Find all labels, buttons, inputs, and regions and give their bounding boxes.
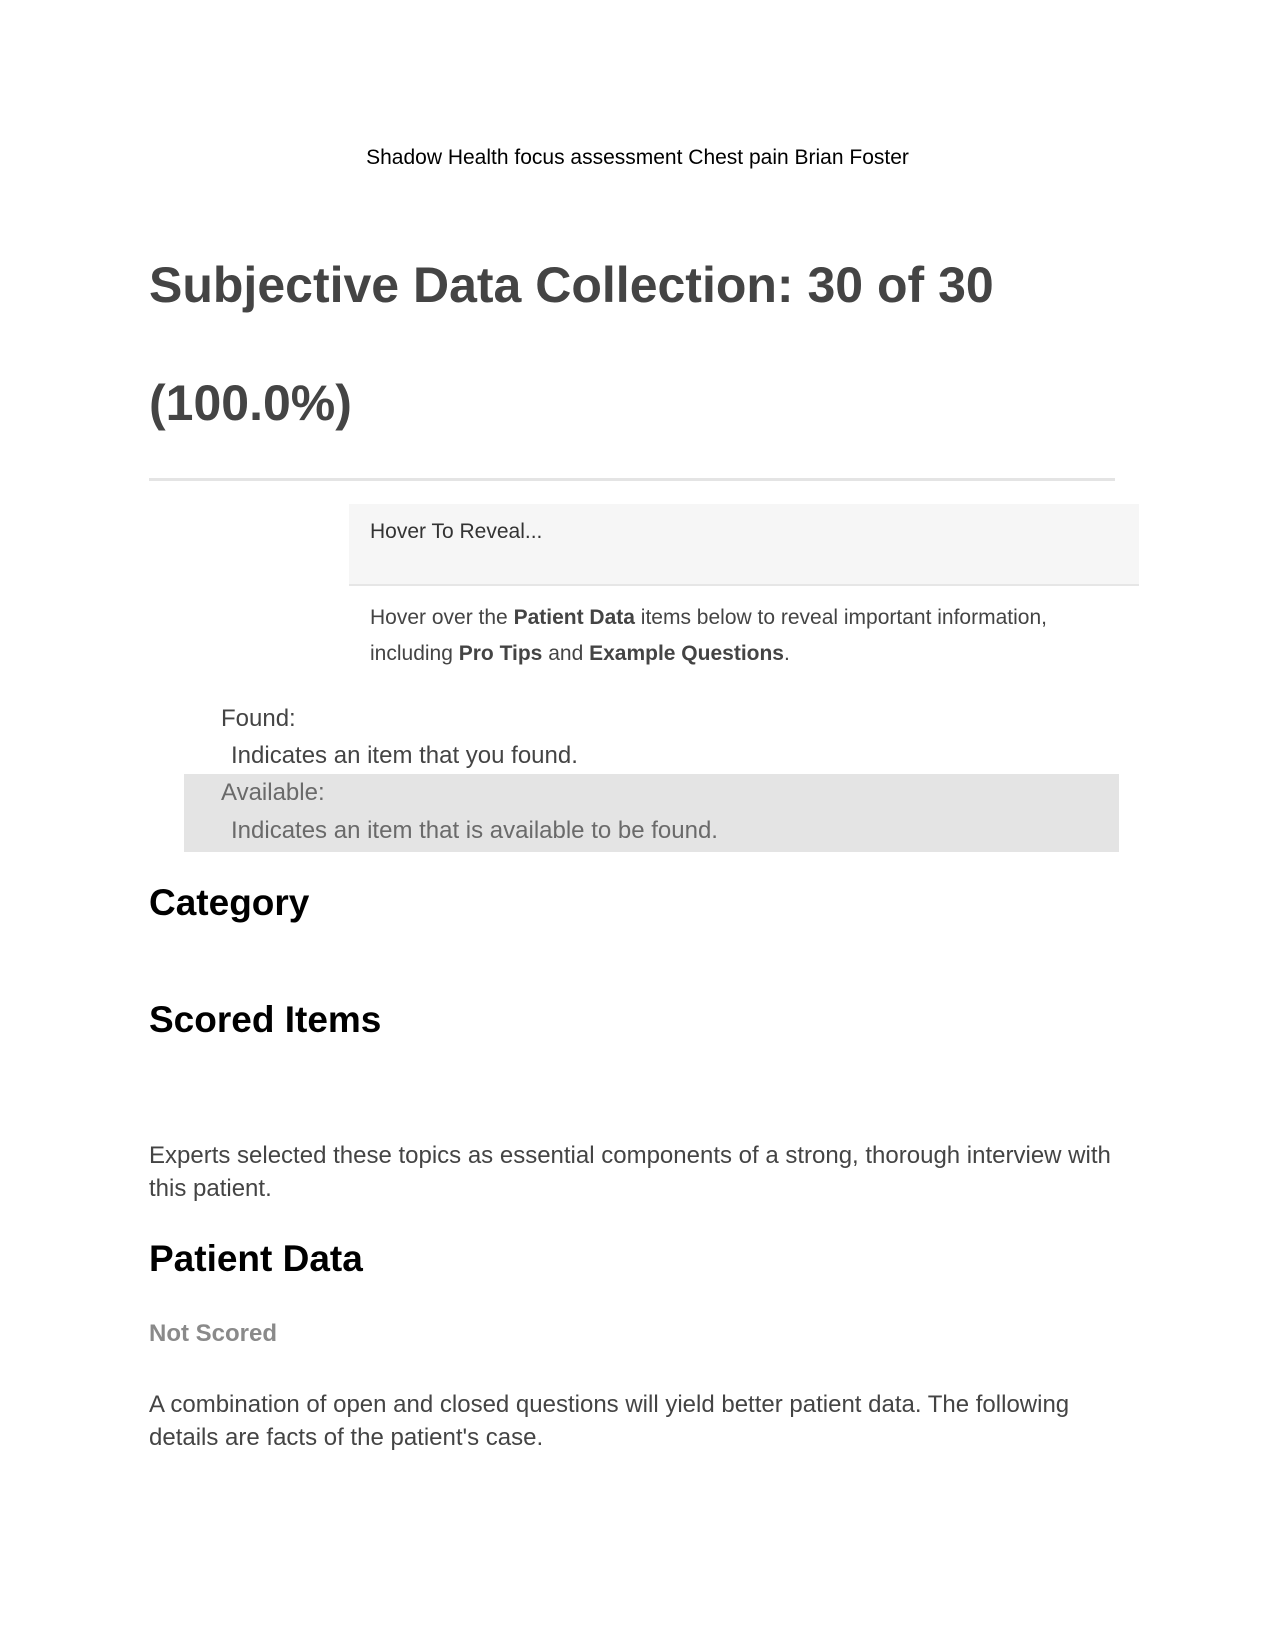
hover-text-3: and <box>542 642 590 665</box>
hover-bold-patient-data: Patient Data <box>513 606 635 629</box>
category-heading: Category <box>149 882 310 923</box>
hover-bold-pro-tips: Pro Tips <box>458 642 543 665</box>
legend-found <box>221 700 578 774</box>
legend-available-desc: Indicates an item that is available to be found. <box>231 817 718 844</box>
scored-items-heading: Scored Items <box>149 999 382 1040</box>
document-header: Shadow Health focus assessment Chest pain Brian Foster <box>366 146 909 169</box>
not-scored-label: Not Scored <box>149 1320 278 1347</box>
experts-description: Experts selected these topics as essential components of a strong, thorough interview with this patient. <box>149 1142 1111 1202</box>
legend-found-label: Found: <box>221 705 296 732</box>
hover-instructions <box>370 600 1110 672</box>
divider <box>149 478 1115 481</box>
hover-to-reveal-panel[interactable] <box>349 504 1139 586</box>
hover-text-4: . <box>784 642 790 665</box>
page-title-score-percent: (100.0%) <box>149 375 352 431</box>
patient-data-heading: Patient Data <box>149 1238 363 1279</box>
page-title-line1: Subjective Data Collection: 30 of 30 <box>149 257 994 313</box>
hover-text-2: items below to reveal important information, including <box>370 606 1047 665</box>
legend-found-desc: Indicates an item that you found. <box>231 742 578 769</box>
legend-available-label: Available: <box>221 779 325 806</box>
page-title <box>149 226 1149 462</box>
legend-available <box>184 774 1119 852</box>
hover-bold-example-questions: Example Questions <box>589 642 784 665</box>
hover-to-reveal-title: Hover To Reveal... <box>370 520 543 543</box>
hover-text-1: Hover over the <box>370 606 514 629</box>
patient-data-description: A combination of open and closed questions will yield better patient data. The following details are facts of the patient's case. <box>149 1391 1070 1451</box>
